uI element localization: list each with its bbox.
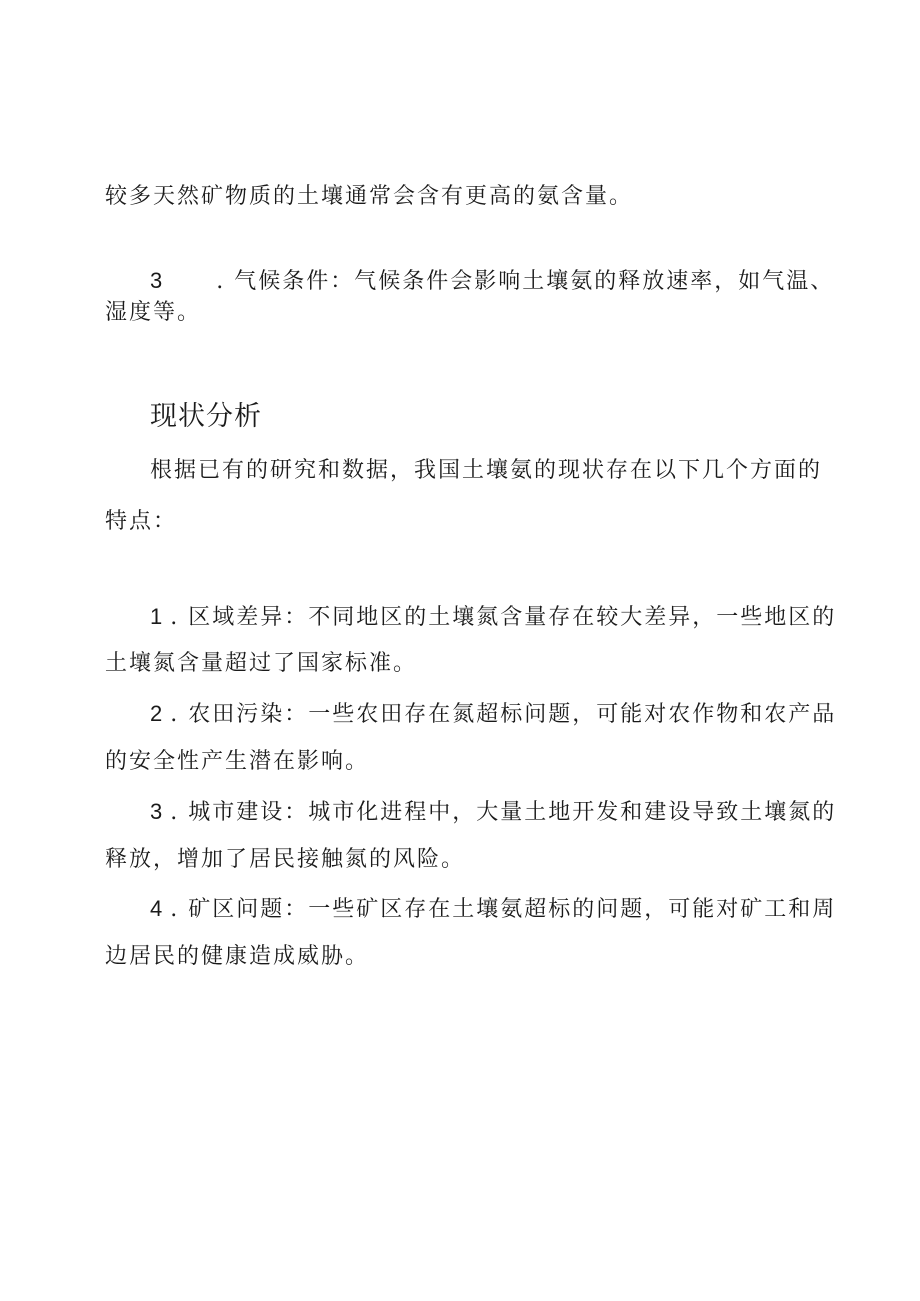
list-item-3-line-1 xyxy=(150,799,860,826)
section-paragraph-line-2: 特点： xyxy=(105,509,178,534)
list-item-3-text: . 城市建设：城市化进程中，大量土地开发和建设导致土壤氮的 xyxy=(170,800,837,825)
list-item-4-text: . 矿区问题：一些矿区存在土壤氨超标的问题，可能对矿工和周 xyxy=(170,897,837,922)
intro-continuation: 较多天然矿物质的土壤通常会含有更高的氨含量。 xyxy=(105,184,634,209)
list-item-1-text: . 区域差异：不同地区的土壤氮含量存在较大差异，一些地区的 xyxy=(170,605,837,630)
section-heading: 现状分析 xyxy=(150,401,262,431)
list-item-2-line-1 xyxy=(150,701,860,728)
list-item-4-line-2: 边居民的健康造成威胁。 xyxy=(105,944,370,969)
list-item-3-line-2: 释放，增加了居民接触氮的风险。 xyxy=(105,847,466,872)
factor-3-line-1 xyxy=(150,268,860,295)
list-item-2-number: 2 xyxy=(150,701,165,726)
factor-3-line-2: 湿度等。 xyxy=(105,300,202,325)
section-paragraph-line-1: 根据已有的研究和数据，我国土壤氨的现状存在以下几个方面的 xyxy=(150,458,823,483)
factor-3-text: . 气候条件：气候条件会影响土壤氨的释放速率，如气温、 xyxy=(216,269,835,294)
list-item-1-number: 1 xyxy=(150,604,165,629)
list-item-3-number: 3 xyxy=(150,799,165,824)
list-item-4-line-1 xyxy=(150,896,860,923)
factor-3-number: 3 xyxy=(150,268,165,293)
list-item-1-line-1 xyxy=(150,604,860,631)
list-item-4-number: 4 xyxy=(150,896,165,921)
list-item-1-line-2: 土壤氮含量超过了国家标准。 xyxy=(105,651,418,676)
list-item-2-line-2: 的安全性产生潜在影响。 xyxy=(105,749,370,774)
list-item-2-text: . 农田污染：一些农田存在氮超标问题，可能对农作物和农产品 xyxy=(170,702,837,727)
